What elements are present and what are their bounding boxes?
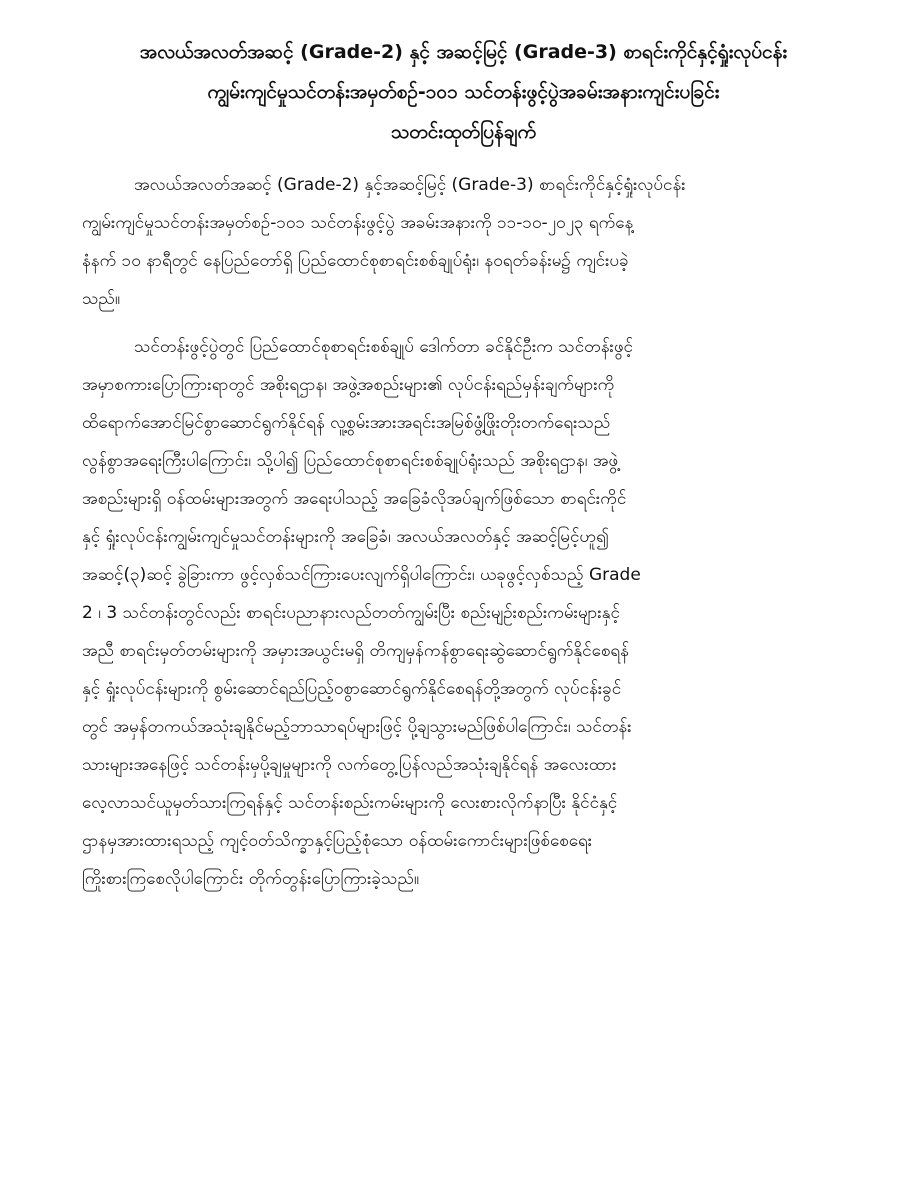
title-line-3: သတင်းထုတ်ပြန်ချက် — [390, 121, 537, 143]
title-line-1: အလယ်အလတ်အဆင့် (Grade-2) နှင့် အဆင့်မြင့် (Grade-3) စာရင်းကိုင်နှင့်ရှုံးလုပ်ငန်း — [139, 41, 788, 63]
paragraph-line: အဆင့်(၃)ဆင့် ခွဲခြားကာ ဖွင့်လှစ်သင်ကြားပေးလျက်ရှိပါကြောင်း၊ ယခုဖွင့်လှစ်သည့် Grade — [82, 565, 641, 585]
paragraph-2 — [82, 328, 845, 898]
paragraph-line: ကြိုးစားကြစေလိုပါကြောင်း တိုက်တွန်းပြောကြားခဲ့သည်။ — [82, 869, 420, 889]
paragraph-line: အစည်းများရှိ ၀န်ထမ်းများအတွက် အရေးပါသည့် အခြေခံလိုအပ်ချက်ဖြစ်သော စာရင်းကိုင် — [82, 489, 627, 509]
paragraph-1 — [82, 166, 845, 318]
paragraph-line: သည်။ — [82, 289, 121, 309]
paragraph-line: ဌာနမှအားထားရသည့် ကျင့်၀တ်သိက္ခာနှင့်ပြည့်စုံသော ၀န်ထမ်းကောင်းများဖြစ်စေရေး — [82, 831, 593, 851]
paragraph-line: လွန်စွာအရေးကြီးပါကြောင်း၊ သို့ပါ၍ ပြည်ထောင်စုစာရင်းစစ်ချုပ်ရုံးသည် အစိုးရဌာန၊ အဖွဲ့ — [82, 451, 619, 471]
paragraph-line: 2 ၊ 3 သင်တန်းတွင်လည်း စာရင်းပညာနားလည်တတ်ကျွမ်းပြီး စည်းမျဉ်းစည်းကမ်းများနှင့် — [82, 603, 620, 623]
paragraph-line: အမှာစကားပြောကြားရာတွင် အစိုးရဌာန၊ အဖွဲ့အစည်းများ၏ လုပ်ငန်းရည်မှန်းချက်များကို — [82, 375, 615, 395]
paragraph-line: ကျွမ်းကျင်မှုသင်တန်းအမှတ်စဉ်-၁၀၁ သင်တန်းဖွင့်ပွဲ အခမ်းအနားကို ၁၁-၁၀-၂၀၂၃ ရက်နေ့ — [82, 213, 634, 233]
paragraph-line: သင်တန်းဖွင့်ပွဲတွင် ပြည်ထောင်စုစာရင်းစစ်ချုပ် ဒေါက်တာ ခင်နိုင်ဦးက သင်တန်းဖွင့် — [134, 337, 633, 357]
paragraph-line: အလယ်အလတ်အဆင့် (Grade-2) နှင့်အဆင့်မြင့် (Grade-3) စာရင်းကိုင်နှင့်ရှုံးလုပ်ငန်း — [134, 175, 686, 195]
title-line-2: ကျွမ်းကျင်မှုသင်တန်းအမှတ်စဉ်-၁၀၁ သင်တန်းဖွင့်ပွဲအခမ်းအနားကျင်းပခြင်း — [207, 81, 720, 103]
paragraph-line: နှင့် ရှုံးလုပ်ငန်းကျွမ်းကျင်မှုသင်တန်းများကို အခြေခံ၊ အလယ်အလတ်နှင့် အဆင့်မြင့်ဟူ၍ — [82, 527, 609, 547]
paragraph-line: ထိရောက်အောင်မြင်စွာဆောင်ရွက်နိုင်ရန် လူ့စွမ်းအားအရင်းအမြစ်ဖွံ့ဖြိုးတိုးတက်ရေးသည် — [82, 413, 611, 433]
paragraph-line: နံနက် ၁၀ နာရီတွင် နေပြည်တော်ရှိ ပြည်ထောင်စုစာရင်းစစ်ချုပ်ရုံး၊ န၀ရတ်ခန်းမ၌ ကျင်းပခဲ့ — [82, 251, 629, 271]
paragraph-line: လေ့လာသင်ယူမှတ်သားကြရန်နှင့် သင်တန်းစည်းကမ်းများကို လေးစားလိုက်နာပြီး နိုင်ငံနှင့် — [82, 793, 618, 813]
paragraph-line: သားများအနေဖြင့် သင်တန်းမှပို့ချမှုများကို လက်တွေ့ပြန်လည်အသုံးချနိုင်ရန် အလေးထား — [82, 755, 617, 775]
paragraph-line: နှင့် ရှုံးလုပ်ငန်းများကို စွမ်းဆောင်ရည်ပြည့်၀စွာဆောင်ရွက်နိုင်စေရန်တို့အတွက် လုပ်ငန်းခွင် — [82, 679, 622, 699]
paragraph-line: အညီ စာရင်းမှတ်တမ်းများကို အမှားအယွင်းမရှိ တိကျမှန်ကန်စွာရေးဆွဲဆောင်ရွက်နိုင်စေရန် — [82, 641, 629, 661]
paragraph-line: တွင် အမှန်တကယ်အသုံးချနိုင်မည့်ဘာသာရပ်များဖြင့် ပို့ချသွားမည်ဖြစ်ပါကြောင်း၊ သင်တန်း — [82, 717, 632, 737]
document-title — [82, 32, 845, 152]
